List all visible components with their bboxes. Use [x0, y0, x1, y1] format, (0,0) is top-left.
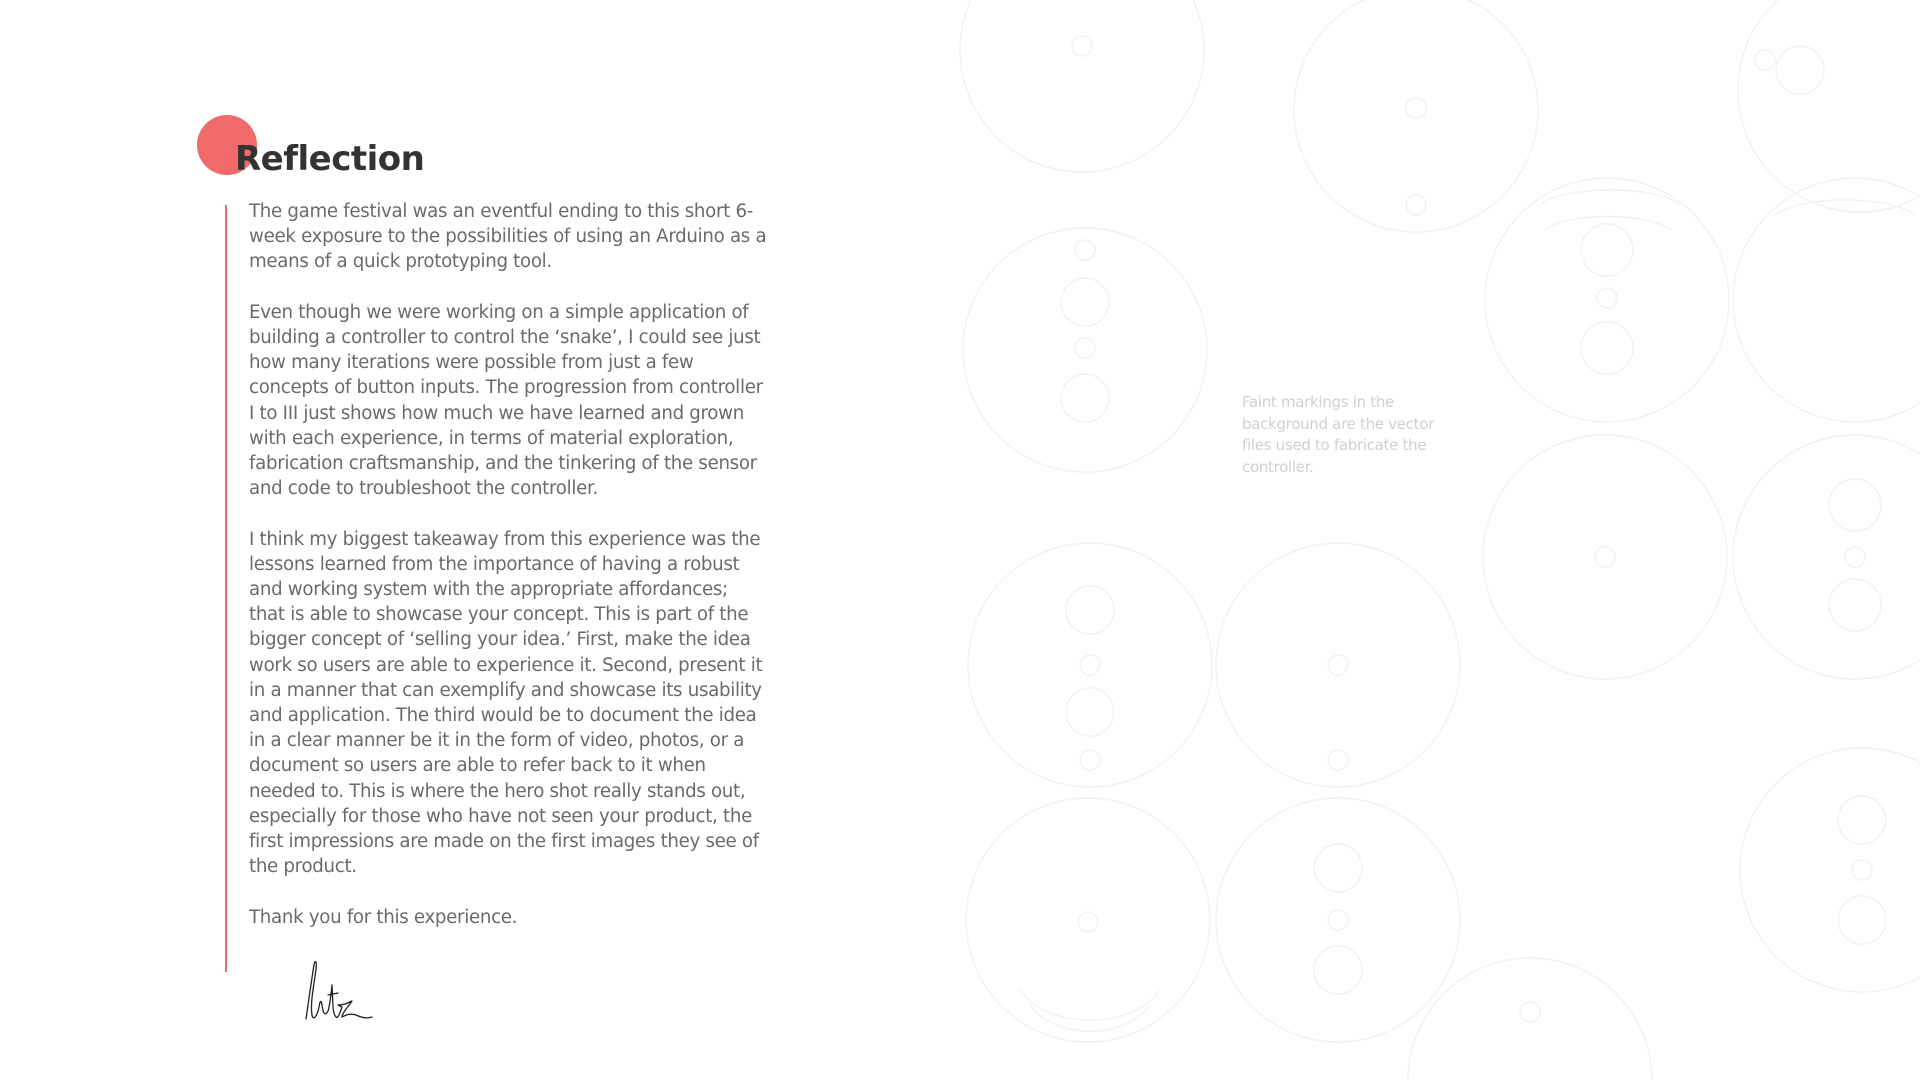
paragraph-3: I think my biggest takeaway from this experience was the lessons learned from the importance of having a robust and working system with the appropriate affordances; that is able to showcase your concept. This is part of the bigger concept of ‘selling your idea.’ First, make the idea work so users are able to experience it. Second, present it in a manner that can exemplify and showcase its usability and application. The third would be to document the idea in a clear manner be it in the form of video, photos, or a document so users are able to refer back to it when needed to. This is where the hero shot really stands out, especially for those who have not seen your product, the first impressions are made on the first images they see of the product. — [249, 528, 763, 878]
background-vector-circle — [1485, 178, 1729, 422]
background-vector-circle — [1314, 946, 1362, 994]
background-vector-circle — [1080, 655, 1100, 675]
background-vector-circle — [1216, 543, 1460, 787]
background-vector-circle — [1597, 288, 1617, 308]
background-vector-circle — [1406, 195, 1426, 215]
background-vector-circle — [1314, 844, 1362, 892]
background-vector-circle — [1066, 688, 1114, 736]
background-vector-circle — [960, 0, 1204, 172]
paragraph-2: Even though we were working on a simple application of building a controller to control the ‘snake’, I could see just how many iterations were possible from just a few concepts of button inputs. The progression from controller I to III just shows how much we have learned and grown with each experience, in terms of material exploration, fabrication craftsmanship, and the tinkering of the sensor and code to troubleshoot the controller. — [249, 301, 763, 500]
background-vector-arc — [1030, 1005, 1150, 1031]
background-vector-circle — [1328, 655, 1348, 675]
paragraph-4: Thank you for this experience. — [249, 906, 518, 928]
background-vector-circle — [1733, 435, 1920, 679]
background-vector-circle — [1829, 579, 1881, 631]
background-vector-circle — [1740, 748, 1920, 992]
background-vector-arc — [1540, 190, 1680, 205]
background-vector-arc — [1545, 217, 1670, 231]
paragraph-1: The game festival was an eventful ending to this short 6-week exposure to the possibilities of using an Arduino as a means of a quick prototyping tool. — [249, 201, 767, 273]
background-vector-circle — [1838, 796, 1886, 844]
background-vector-circle — [1072, 36, 1092, 56]
background-vector-circle — [1066, 586, 1114, 634]
background-vector-circle — [1755, 50, 1775, 70]
background-vector-circle — [1408, 958, 1652, 1080]
background-vector-circle — [966, 798, 1210, 1042]
background-vector-circle — [1838, 896, 1886, 944]
background-vector-circle — [1406, 98, 1426, 118]
background-vector-circle — [1733, 178, 1920, 422]
background-vector-arc — [1020, 990, 1160, 1020]
background-vector-circle — [1581, 322, 1633, 374]
background-vector-arc — [1775, 200, 1915, 215]
background-vector-circle — [1852, 860, 1872, 880]
accent-vertical-line — [225, 205, 227, 972]
background-note: Faint markings in the background are the vector files used to fabricate the controller. — [1242, 393, 1434, 476]
background-vector-circle — [1061, 374, 1109, 422]
page-title: Reflection — [235, 139, 425, 179]
background-vector-circle — [1483, 435, 1727, 679]
background-vector-circle — [1080, 750, 1100, 770]
background-vector-circle — [1776, 46, 1824, 94]
background-vector-circle — [1075, 338, 1095, 358]
background-vector-circle — [963, 228, 1207, 472]
background-vector-circle — [1078, 912, 1098, 932]
reflection-body — [249, 199, 769, 955]
background-vector-circle — [1075, 240, 1095, 260]
background-vector-circle — [1829, 479, 1881, 531]
background-vector-circle — [1061, 278, 1109, 326]
background-vector-circle — [1328, 750, 1348, 770]
background-vector-circle — [1216, 798, 1460, 1042]
background-vector-circle — [968, 543, 1212, 787]
background-vector-circle — [1845, 547, 1865, 567]
background-vector-circle — [1595, 547, 1615, 567]
background-vector-circle — [1520, 1002, 1540, 1022]
signature-icon — [298, 955, 376, 1025]
background-vector-circle — [1328, 910, 1348, 930]
background-vector-circle — [1294, 0, 1538, 232]
background-vector-circle — [1581, 224, 1633, 276]
background-vector-circle — [1738, 0, 1920, 212]
